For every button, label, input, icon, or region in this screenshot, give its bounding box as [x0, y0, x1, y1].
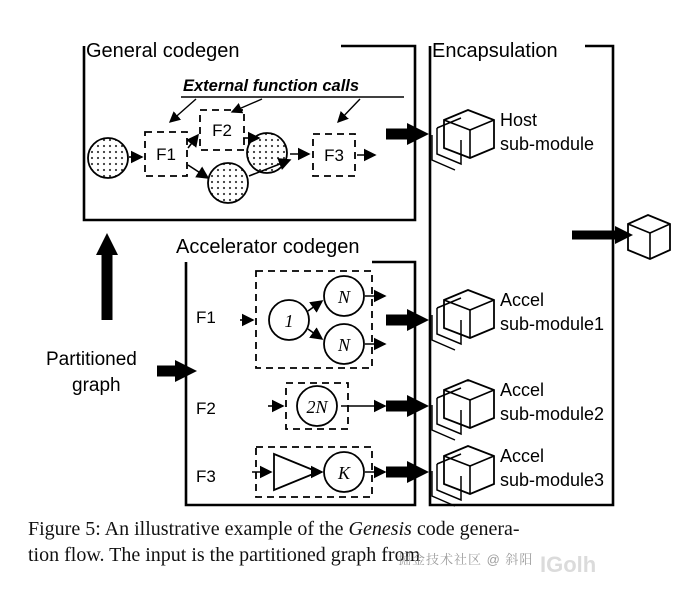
watermark-logo: IGolh: [540, 552, 597, 577]
label-f2: F2: [212, 121, 232, 140]
input-label-line2: graph: [72, 375, 121, 396]
caption-line1-part1: Figure 5: An illustrative example of the: [28, 518, 349, 540]
module-accel-3: [432, 446, 604, 506]
node-graph-circle-1: [88, 138, 128, 178]
stacked-boxes-icon: [432, 290, 494, 350]
watermark-text: 掘金技术社区 @ 斜阳: [398, 552, 534, 567]
accel-node-f3-1-label: K: [337, 463, 351, 483]
panel-general-codegen: [84, 40, 415, 220]
stacked-boxes-icon: [432, 380, 494, 440]
caption-line2: tion flow. The input is the partitioned graph from: [28, 544, 421, 566]
module-host-line1: Host: [500, 110, 538, 130]
caption-emphasis: Genesis: [348, 518, 412, 540]
input-label-line1: Partitioned: [46, 349, 137, 370]
panel-title-general-codegen: General codegen: [86, 40, 240, 62]
accel-row-label-f3: F3: [196, 467, 216, 486]
accel-node-f1-1-label: 1: [284, 311, 294, 331]
label-f1: F1: [156, 145, 176, 164]
annotation-external-function-calls: External function calls: [183, 77, 360, 95]
panel-accelerator-codegen: [176, 236, 415, 505]
accel-node-f3-amp: [274, 454, 318, 490]
module-accel2-line1: Accel: [500, 380, 545, 400]
module-accel1-line1: Accel: [500, 290, 545, 310]
output-module-cube: [628, 215, 670, 259]
node-graph-circle-2: [208, 163, 248, 203]
module-host: [432, 110, 594, 170]
module-accel-1: [432, 290, 604, 350]
label-f3: F3: [324, 146, 344, 165]
panel-title-accelerator-codegen: Accelerator codegen: [176, 236, 360, 258]
module-accel1-line2: sub-module1: [500, 314, 605, 334]
node-graph-circle-3: [247, 133, 287, 173]
stacked-boxes-icon: [432, 446, 494, 506]
accel-node-f2-1-label: 2N: [306, 397, 328, 417]
module-accel3-line2: sub-module3: [500, 470, 605, 490]
module-accel2-line2: sub-module2: [500, 404, 605, 424]
module-accel3-line1: Accel: [500, 446, 545, 466]
caption-line1-part2: code genera-: [411, 518, 520, 540]
accel-row-label-f1: F1: [196, 308, 216, 327]
accel-node-f1-3-label: N: [337, 335, 351, 355]
accel-node-f1-2-label: N: [337, 287, 351, 307]
panel-encapsulation: [430, 40, 670, 506]
flow-arrows: [96, 123, 429, 483]
panel-title-encapsulation: Encapsulation: [432, 40, 558, 62]
module-host-line2: sub-module: [500, 134, 595, 154]
stacked-boxes-icon: [432, 110, 494, 170]
module-accel-2: [432, 380, 604, 440]
accel-row-label-f2: F2: [196, 399, 216, 418]
